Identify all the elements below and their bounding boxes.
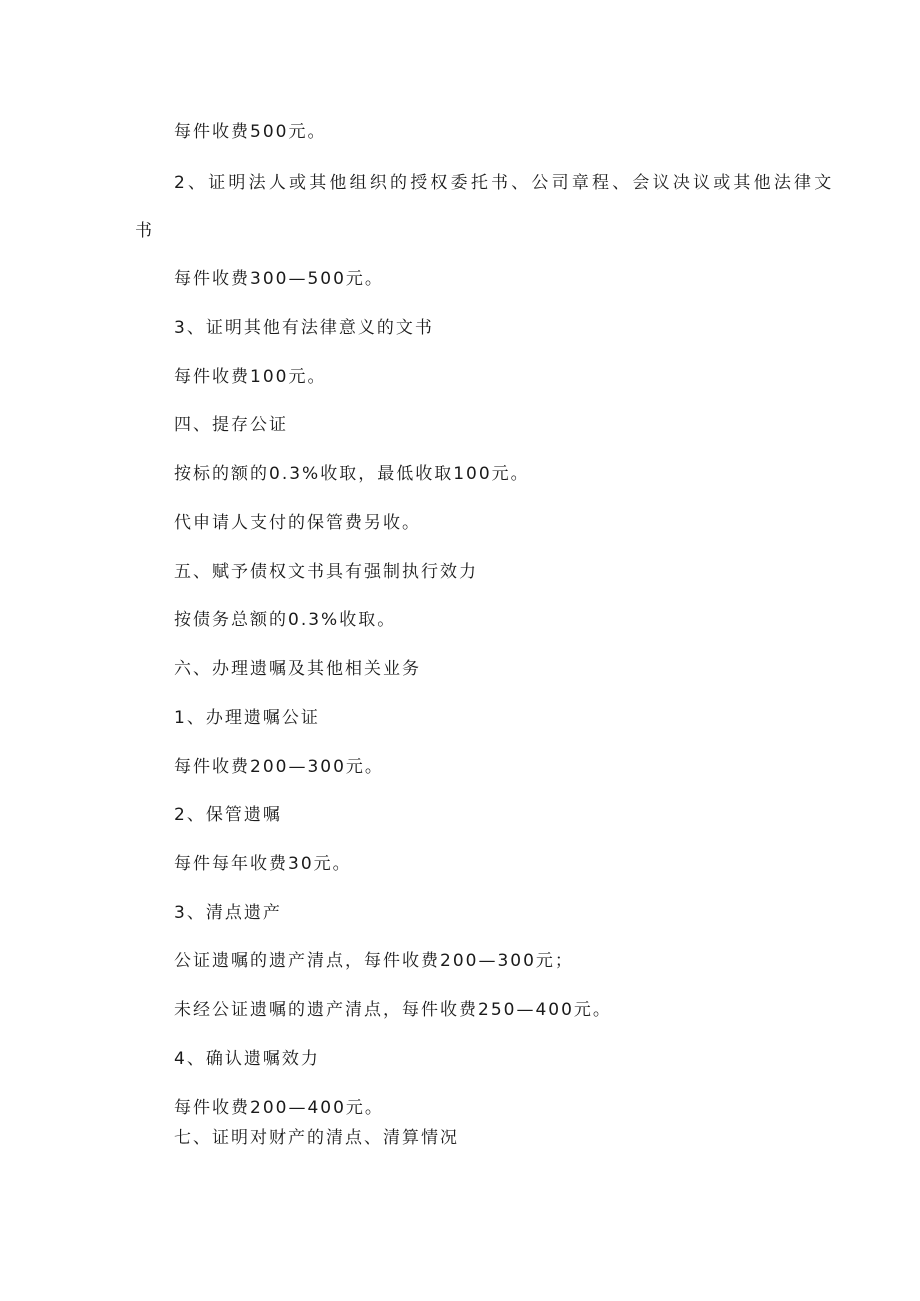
item-heading: 3、清点遗产 <box>174 903 282 923</box>
item-heading: 3、证明其他有法律意义的文书 <box>174 318 434 338</box>
fee-line: 按债务总额的0.3%收取。 <box>174 610 397 630</box>
section-heading: 六、办理遗嘱及其他相关业务 <box>174 659 421 679</box>
section-heading: 七、证明对财产的清点、清算情况 <box>174 1128 459 1148</box>
fee-line: 每件收费200—300元。 <box>174 757 384 777</box>
fee-line: 每件收费300—500元。 <box>174 269 384 289</box>
fee-line: 按标的额的0.3%收取，最低收取100元。 <box>174 464 530 484</box>
item-heading: 4、确认遗嘱效力 <box>174 1049 320 1069</box>
section-heading: 五、赋予债权文书具有强制执行效力 <box>174 562 478 582</box>
fee-line: 每件收费500元。 <box>174 122 327 142</box>
item-heading: 1、办理遗嘱公证 <box>174 708 320 728</box>
fee-line: 每件每年收费30元。 <box>174 854 352 874</box>
fee-line: 公证遗嘱的遗产清点，每件收费200—300元； <box>174 951 574 971</box>
item-heading: 2、证明法人或其他组织的授权委托书、公司章程、会议决议或其他法律文 <box>174 173 835 193</box>
fee-line: 每件收费200—400元。 <box>174 1098 384 1118</box>
item-heading-continuation: 书 <box>135 221 154 241</box>
section-heading: 四、提存公证 <box>174 415 288 435</box>
item-heading: 2、保管遗嘱 <box>174 805 282 825</box>
fee-line: 每件收费100元。 <box>174 367 327 387</box>
note-line: 代申请人支付的保管费另收。 <box>174 513 421 533</box>
fee-line: 未经公证遗嘱的遗产清点，每件收费250—400元。 <box>174 1000 612 1020</box>
